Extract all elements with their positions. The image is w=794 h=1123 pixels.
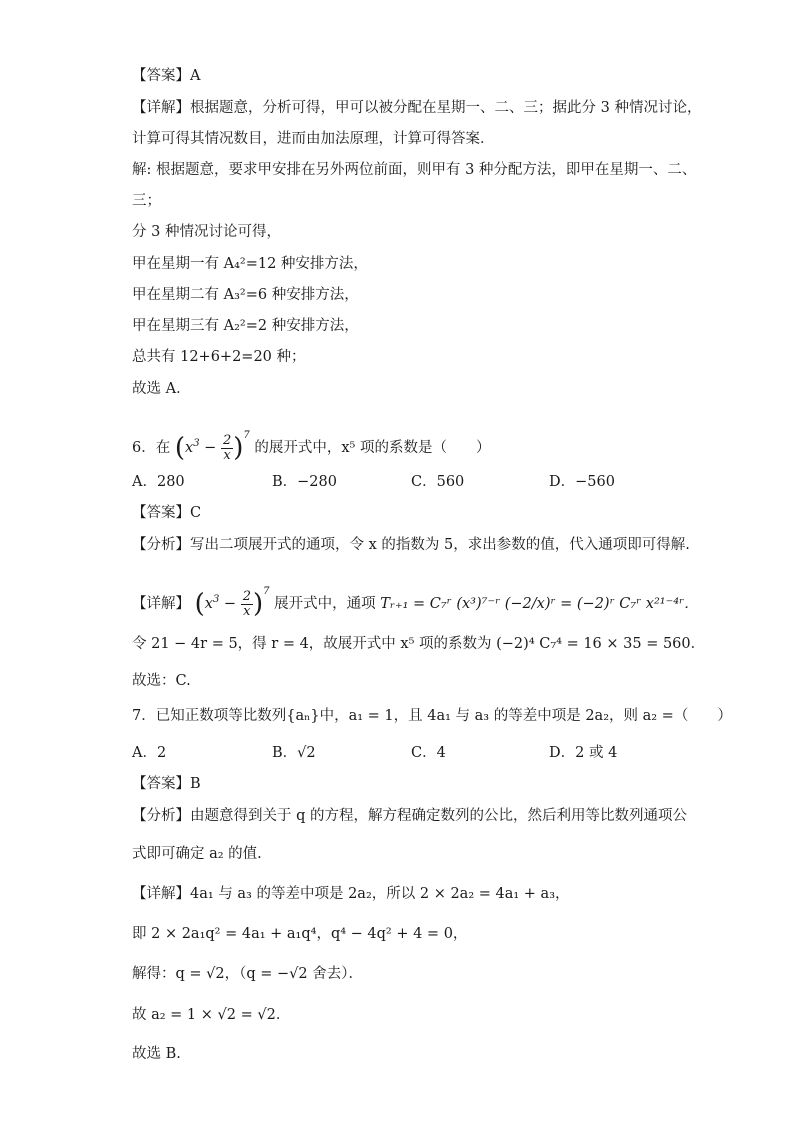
text-line: 式即可确定 a₂ 的值. [132, 846, 262, 862]
option-a: A．280 [132, 474, 185, 490]
text-line: 甲在星期二有 A₃²=6 种安排方法， [132, 287, 359, 303]
text-line: 故选 A． [132, 381, 191, 397]
analysis-line: 【分析】写出二项展开式的通项，令 x 的指数为 5，求出参数的值，代入通项即可得解. [132, 537, 690, 553]
question-6 [132, 420, 490, 464]
question-7: 7．已知正数项等比数列{aₙ}中，a₁ = 1，且 4a₁ 与 a₃ 的等差中项是 2a₂，则 a₂ =（ ） [132, 708, 732, 724]
text-line: 故选：C. [132, 673, 191, 689]
text-line: 三； [132, 193, 161, 209]
option-a: A．2 [132, 745, 167, 761]
detail-line [132, 576, 699, 620]
analysis-line: 【分析】由题意得到关于 q 的方程，解方程确定数列的公比，然后利用等比数列通项公 [132, 808, 687, 824]
general-term-formula: Tᵣ₊₁ = C₇ʳ (x³)⁷⁻ʳ (−2/x)ʳ = (−2)ʳ C₇ʳ x²¹⁻⁴ʳ． [380, 596, 699, 612]
option-b: B．−280 [272, 474, 337, 490]
text-line: 即 2 × 2a₁q² = 4a₁ + a₁q⁴，q⁴ − 4q² + 4 = 0， [132, 926, 468, 942]
text-line: 解: 根据题意，要求甲安排在另外两位前面，则甲有 3 种分配方法，即甲在星期一、二、 [132, 162, 697, 178]
answer-line: 【答案】A [132, 68, 201, 84]
question-6-text: 的展开式中，x⁵ 项的系数是（ ） [254, 440, 491, 456]
option-c: C．560 [411, 474, 465, 490]
detail-line: 【详解】根据题意，分析可得，甲可以被分配在星期一、二、三；据此分 3 种情况讨论， [132, 100, 702, 116]
text-line: 令 21 − 4r = 5，得 r = 4，故展开式中 x⁵ 项的系数为 (−2)⁴ C₇⁴ = 16 × 35 = 560． [132, 636, 706, 652]
text-line: 分 3 种情况讨论可得， [132, 224, 281, 240]
option-b: B．√2 [272, 745, 316, 761]
answer-line: 【答案】B [132, 776, 201, 792]
text-line: 故 a₂ = 1 × √2 = √2． [132, 1007, 291, 1023]
option-d: D．2 或 4 [549, 745, 618, 761]
text-line: 故选 B. [132, 1046, 181, 1062]
binomial-expression: ($x^3$ − $\frac{2}{x}$ )$^7$ [174, 430, 250, 463]
text-line: 甲在星期一有 A₄²=12 种安排方法， [132, 256, 368, 272]
detail-line: 【详解】4a₁ 与 a₃ 的等差中项是 2a₂，所以 2 × 2a₂ = 4a₁ + a₃， [132, 886, 570, 902]
detail-tag: 【详解】 [132, 596, 190, 612]
option-c: C．4 [411, 745, 446, 761]
text-line: 甲在星期三有 A₂²=2 种安排方法， [132, 318, 359, 334]
option-d: D．−560 [549, 474, 615, 490]
text-line: 总共有 12+6+2=20 种； [132, 349, 306, 365]
text-line: 计算可得其情况数目，进而由加法原理，计算可得答案． [132, 131, 495, 147]
text-line: 解得：q = √2，（q = −√2 舍去）． [132, 966, 363, 982]
question-6-number: 6．在 [132, 440, 171, 456]
binomial-expression: ($x^3$ − $\frac{2}{x}$ )$^7$ [194, 586, 270, 619]
answer-line: 【答案】C [132, 505, 202, 521]
detail-text: 展开式中，通项 [274, 596, 376, 612]
